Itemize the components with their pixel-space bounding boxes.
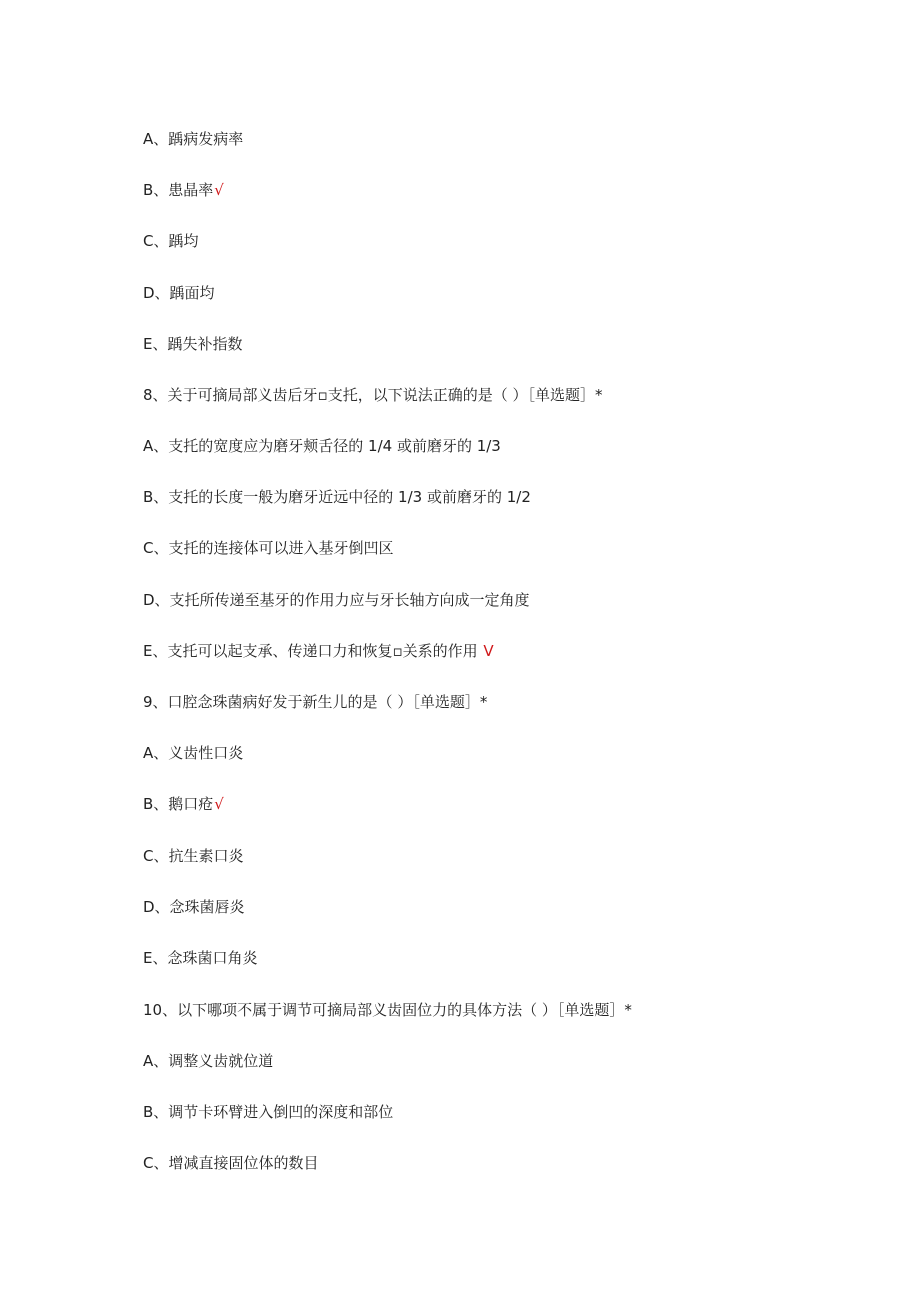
line-text: A、支托的宽度应为磨牙颊舌径的 1/4 或前磨牙的 1/3	[143, 437, 501, 455]
option-line	[143, 178, 863, 202]
line-text: D、支托所传递至基牙的作用力应与牙长轴方向成一定角度	[143, 591, 530, 609]
option-line	[143, 536, 863, 560]
line-text: C、增减直接固位体的数目	[143, 1154, 319, 1172]
option-line	[143, 434, 863, 458]
option-line	[143, 792, 863, 816]
line-text: A、踽病发病率	[143, 130, 244, 148]
option-line	[143, 844, 863, 868]
option-line	[143, 281, 863, 305]
option-line	[143, 485, 863, 509]
line-text: C、支托的连接体可以进入基牙倒凹区	[143, 539, 394, 557]
line-text: D、念珠菌唇炎	[143, 898, 245, 916]
option-line	[143, 895, 863, 919]
option-line	[143, 1151, 863, 1175]
question-line	[143, 383, 863, 407]
option-line	[143, 741, 863, 765]
option-line	[143, 946, 863, 970]
option-line	[143, 1100, 863, 1124]
line-text: A、义齿性口炎	[143, 744, 244, 762]
option-line	[143, 1049, 863, 1073]
option-line	[143, 127, 863, 151]
line-text: E、支托可以起支承、传递口力和恢复▫关系的作用	[143, 642, 483, 660]
line-text: B、支托的长度一般为磨牙近远中径的 1/3 或前磨牙的 1/2	[143, 488, 531, 506]
line-text: B、鹅口疮	[143, 795, 214, 813]
line-text: E、踽失补指数	[143, 335, 243, 353]
answer-mark: √	[214, 795, 224, 813]
answer-mark: √	[214, 181, 224, 199]
option-line	[143, 588, 863, 612]
line-text: 9、口腔念珠菌病好发于新生儿的是（ ）［单选题］*	[143, 693, 488, 711]
line-text: B、患晶率	[143, 181, 214, 199]
line-text: 8、关于可摘局部义齿后牙▫支托，以下说法正确的是（ ）［单选题］*	[143, 386, 603, 404]
line-text: E、念珠菌口角炎	[143, 949, 258, 967]
option-line	[143, 332, 863, 356]
option-line	[143, 229, 863, 253]
line-text: C、踽均	[143, 232, 199, 250]
line-text: D、踽面均	[143, 284, 215, 302]
line-text: 10、以下哪项不属于调节可摘局部义齿固位力的具体方法（ ）［单选题］*	[143, 1001, 632, 1019]
line-text: A、调整义齿就位道	[143, 1052, 274, 1070]
line-text: C、抗生素口炎	[143, 847, 244, 865]
option-line	[143, 639, 863, 663]
question-line	[143, 690, 863, 714]
question-line	[143, 998, 863, 1022]
line-text: B、调节卡环臂进入倒凹的深度和部位	[143, 1103, 394, 1121]
answer-mark: V	[483, 642, 494, 660]
